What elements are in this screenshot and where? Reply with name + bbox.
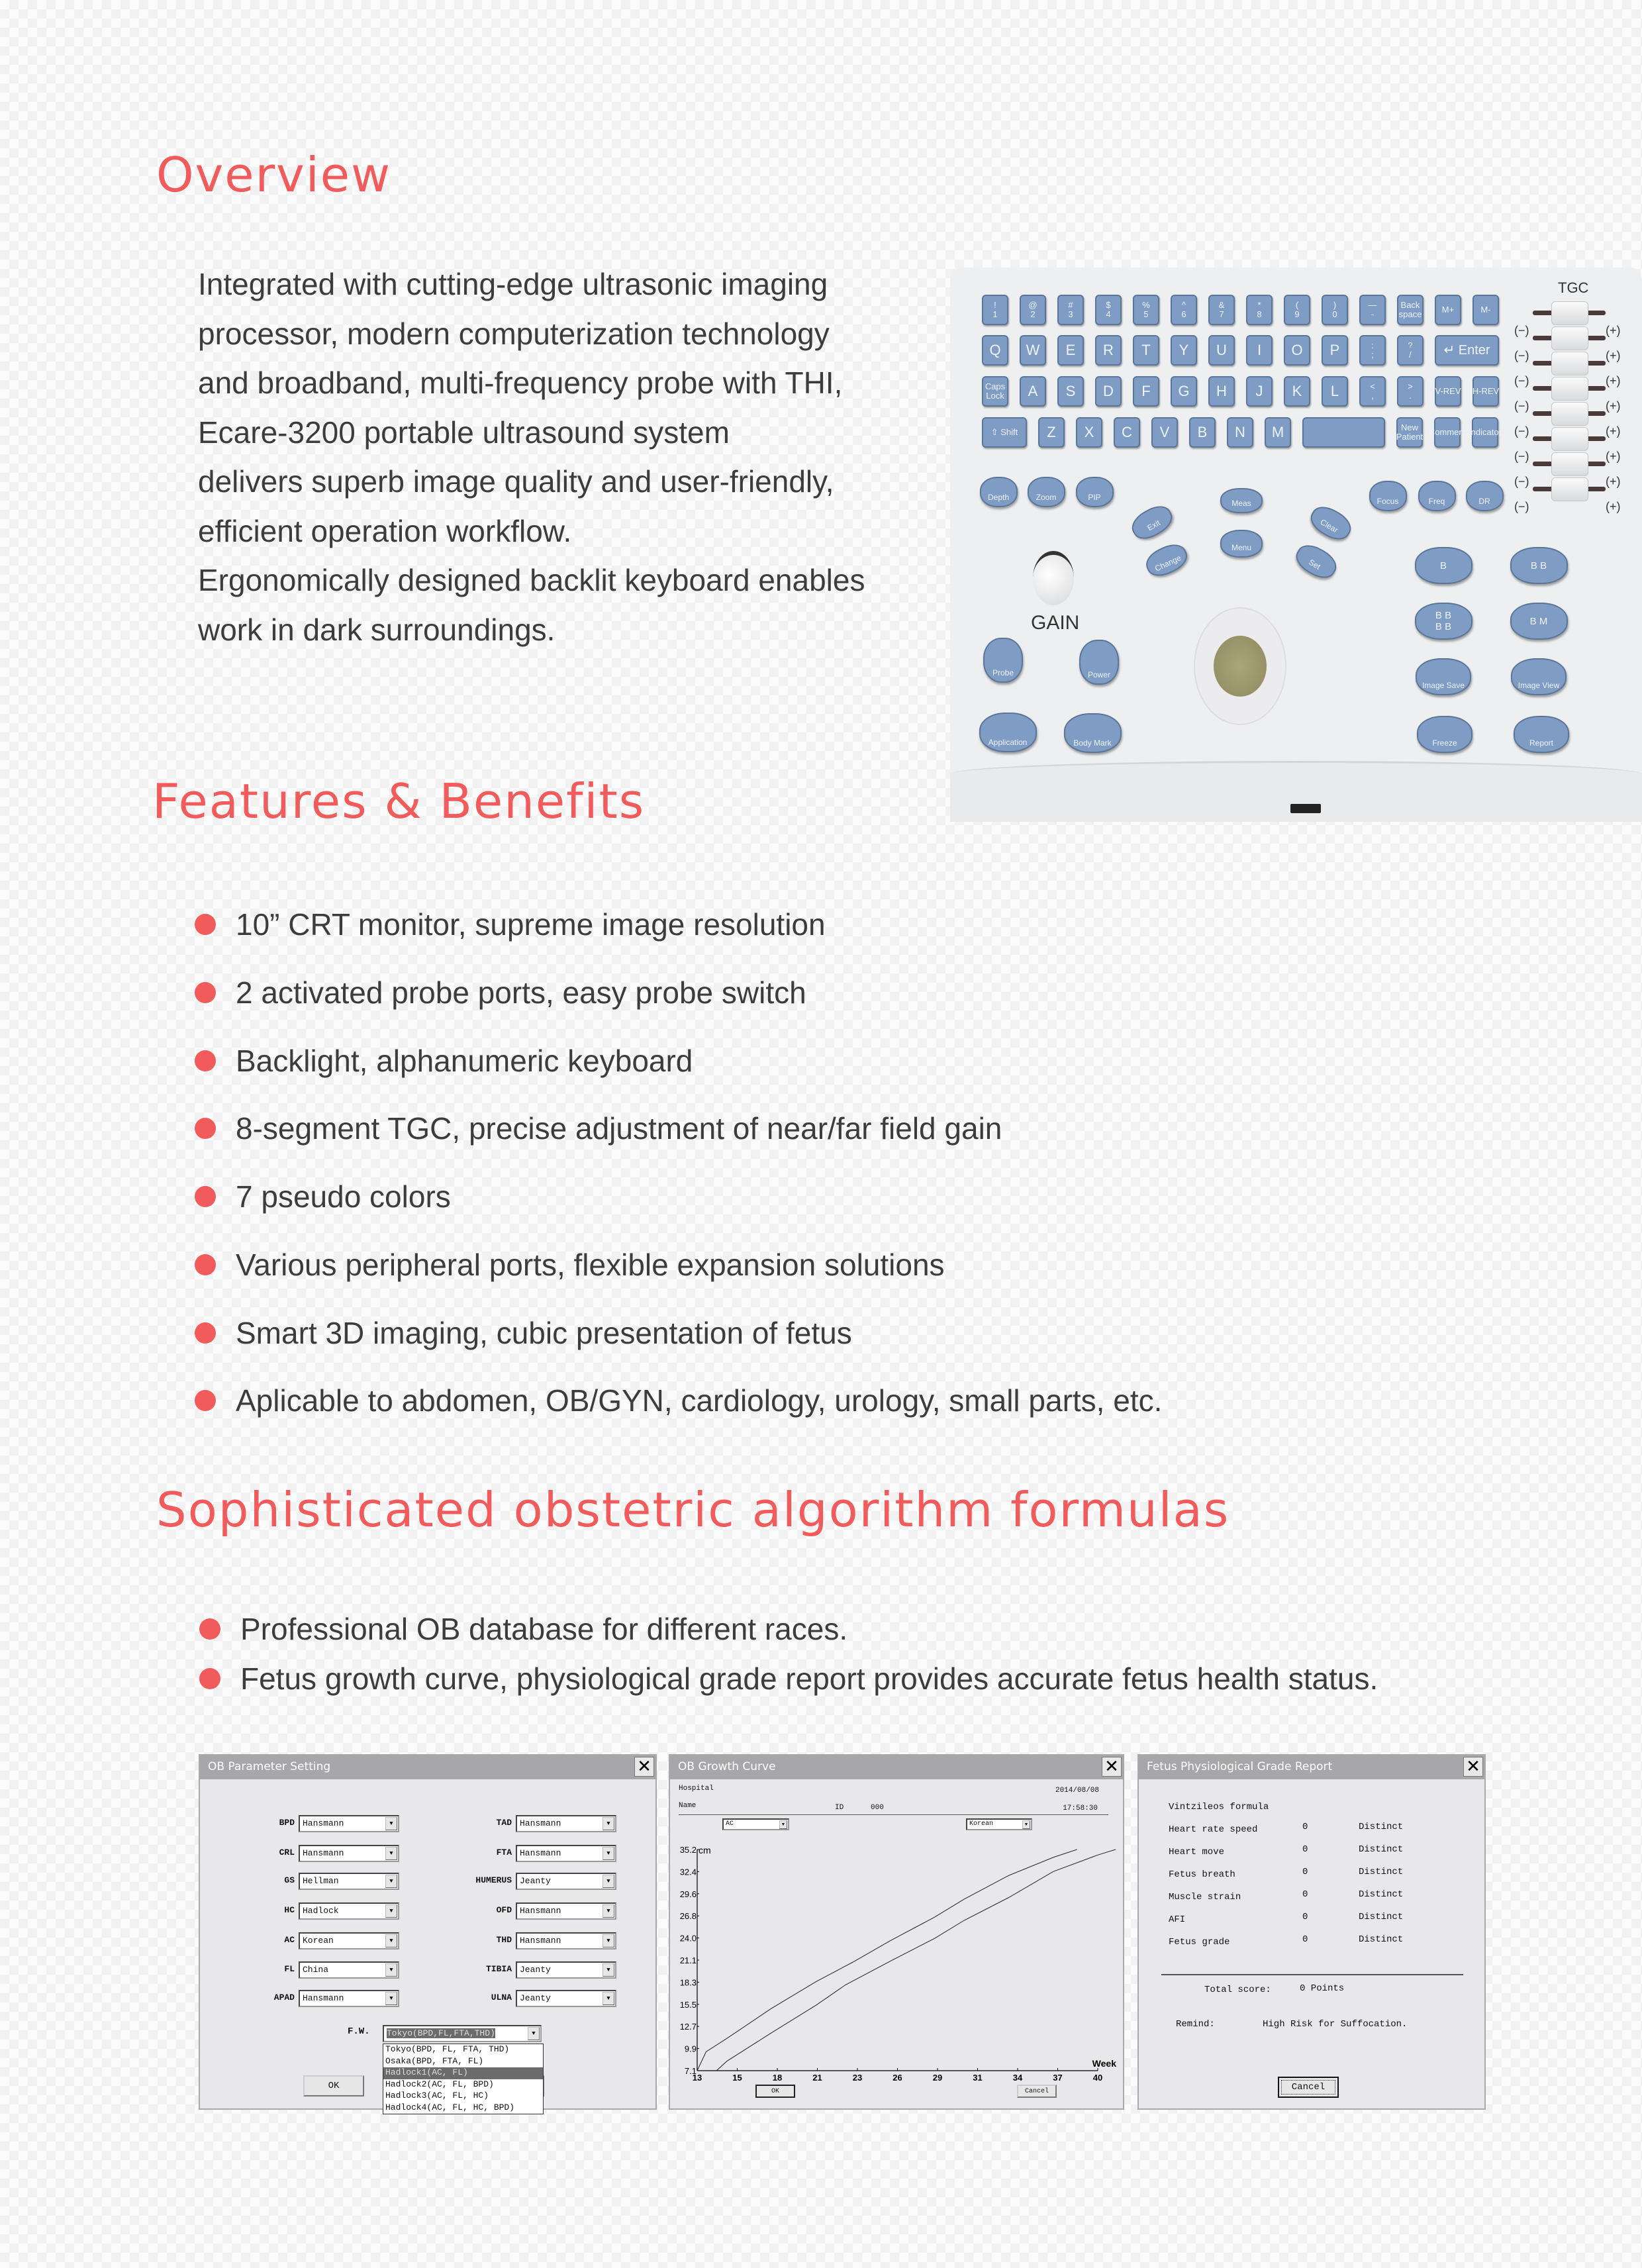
chevron-down-icon: ▼ [603,1847,614,1860]
id-value: 000 [871,1804,884,1812]
param-label: GS [284,1875,295,1885]
ok-button[interactable]: OK [755,2085,795,2098]
tgc-slider[interactable] [1551,326,1588,350]
param-select[interactable] [299,1845,399,1862]
chevron-down-icon: ▼ [603,1934,614,1948]
param-label: OFD [496,1905,512,1915]
tgc-slider[interactable] [1551,427,1588,451]
key[interactable]: ↵ Enter [1435,335,1499,366]
overview-line: efficient operation workflow. [198,513,572,548]
bullet-icon [195,982,216,1003]
grade-row-label: Fetus breath [1169,1869,1235,1880]
key[interactable]: M [1265,417,1291,448]
y-tick-label: 18.3 [679,1977,697,1988]
bullet-icon [199,1668,220,1689]
obstetric-heading: Sophisticated obstetric algorithm formulas [156,1482,1230,1538]
chevron-down-icon: ▼ [603,1992,614,2005]
fw-option[interactable]: Tokyo(BPD, FL, FTA, THD) [385,2044,510,2054]
param-label: FTA [496,1848,512,1857]
key[interactable]: $ 4 [1095,295,1122,325]
bullet-icon [195,1050,216,1071]
cancel-button[interactable]: Cancel [1278,2077,1339,2098]
dialog-title: OB Growth Curve [670,1755,1123,1779]
x-tick-label: 37 [1053,2073,1063,2083]
fw-option[interactable]: Osaka(BPD, FTA, FL) [385,2055,484,2066]
tgc-plus: (+) [1606,475,1621,488]
key[interactable]: ^ 6 [1171,295,1197,325]
fw-option[interactable]: Hadlock4(AC, FL, HC, BPD) [385,2102,515,2112]
key[interactable]: < , [1359,376,1386,407]
grade-row-status: Distinct [1359,1934,1404,1945]
tgc-slider[interactable] [1551,477,1588,501]
overview-text [198,260,940,654]
list-item-text: Various peripheral ports, flexible expansion solutions [236,1248,945,1282]
x-tick-label: 13 [692,2073,702,2083]
list-item-text: Fetus growth curve, physiological grade report provides accurate fetus health status. [240,1661,1378,1696]
x-tick-label: 23 [852,2073,863,2083]
param-label: HC [284,1905,295,1915]
function-key-probe[interactable]: Probe [983,638,1023,683]
key[interactable]: V-REV [1435,376,1461,407]
x-tick-label: 15 [732,2073,742,2083]
chevron-down-icon: ▼ [385,1847,397,1860]
key[interactable]: ? / [1397,335,1424,366]
function-key-image-view[interactable]: Image View [1511,658,1567,695]
key[interactable]: ( 9 [1284,295,1310,325]
key[interactable]: U [1208,335,1235,366]
y-tick-label: 15.5 [679,1999,697,2010]
features-heading: Features & Benefits [152,773,646,829]
key[interactable]: P [1322,335,1348,366]
growth-chart [670,1755,1126,2111]
param-value: Jeanty [520,1965,551,1975]
param-select[interactable] [299,1902,399,1920]
key[interactable]: Indicator [1472,417,1498,448]
gain-label: GAIN [1031,612,1080,634]
overview-line: processor, modern computerization technology [198,316,830,351]
bullet-icon [195,914,216,935]
function-key-report[interactable]: Report [1514,716,1569,753]
key[interactable]: R [1095,335,1122,366]
chevron-down-icon: ▼ [385,1904,397,1918]
param-value: Hansmann [303,1993,344,2003]
key[interactable]: J [1246,376,1273,407]
key[interactable]: New Patient [1396,417,1423,448]
param-select[interactable] [516,1990,616,2007]
fw-option[interactable]: Hadlock3(AC, FL, HC) [385,2091,489,2100]
grade-row-score: 0 [1302,1822,1308,1832]
key[interactable]: > . [1397,376,1424,407]
function-key-freeze[interactable]: Freeze [1417,716,1473,753]
x-tick-label: 26 [893,2073,902,2083]
y-unit-label: cm [699,1845,711,1855]
x-axis-label: Week [1092,2058,1116,2069]
total-label: Total score: [1204,1985,1271,1995]
param-select[interactable] [516,1902,616,1920]
param-value: Hansmann [303,1848,344,1858]
dialog-title: OB Parameter Setting [200,1755,655,1779]
chevron-down-icon: ▼ [603,1963,614,1977]
list-item-text: 7 pseudo colors [236,1179,451,1214]
close-icon[interactable]: ✕ [1102,1757,1122,1777]
total-value: 0 Points [1300,1983,1345,1994]
key[interactable]: — - [1359,295,1386,325]
x-tick-label: 21 [812,2073,822,2083]
grade-row-status: Distinct [1359,1867,1404,1877]
chevron-down-icon: ▼ [603,1904,614,1918]
ob-parameter-dialog [199,1754,657,2110]
dialog-title: Fetus Physiological Grade Report [1139,1755,1484,1779]
chevron-down-icon: ▼ [528,2027,540,2040]
tgc-slider[interactable] [1551,301,1588,325]
gain-knob [1033,551,1074,605]
chevron-down-icon: ▼ [385,1817,397,1830]
tgc-plus: (+) [1606,424,1621,438]
overview-line: Ergonomically designed backlit keyboard enables [198,563,865,597]
param-value: China [303,1965,329,1975]
y-tick-label: 35.2 [679,1845,697,1855]
param-value: Hansmann [520,1906,561,1916]
overview-heading: Overview [156,147,391,203]
param-value: Hansmann [303,1818,344,1828]
key[interactable]: C [1114,417,1140,448]
bullet-icon [195,1186,216,1207]
fw-value: Tokyo(BPD,FL,FTA,THD) [387,2028,495,2038]
chevron-down-icon: ▼ [385,1934,397,1948]
y-tick-label: 26.8 [679,1911,697,1922]
bullet-icon [199,1618,220,1640]
grade-row-score: 0 [1302,1844,1308,1855]
grade-row-label: Muscle strain [1169,1892,1241,1902]
function-key-freq[interactable]: Freq [1418,481,1456,511]
y-tick-label: 9.9 [684,2044,697,2054]
grade-row-label: Heart move [1169,1847,1225,1857]
param-select[interactable] [516,1932,616,1949]
param-label: AC [284,1935,295,1945]
time: 17:58:30 [1063,1804,1098,1812]
ob-growth-curve-dialog [669,1754,1124,2110]
key[interactable]: H-REV [1473,376,1499,407]
parameter-value: AC [726,1820,734,1828]
y-tick-label: 32.4 [679,1867,697,1877]
function-key-body-mark[interactable]: Body Mark [1064,713,1122,753]
function-key-depth[interactable]: Depth [980,477,1018,507]
overview-line: delivers superb image quality and user-friendly, [198,464,834,499]
ok-button[interactable]: OK [303,2075,364,2096]
grade-row-status: Distinct [1359,1844,1404,1855]
tgc-plus: (+) [1606,349,1621,362]
param-value: Hadlock [303,1906,339,1916]
grade-row-score: 0 [1302,1912,1308,1922]
key[interactable]: F [1133,376,1159,407]
y-tick-label: 21.1 [679,1955,697,1965]
param-label: ULNA [491,1993,512,2002]
fw-label: F.W. [348,2026,370,2037]
fw-options-list[interactable] [383,2044,544,2114]
bullet-icon [195,1254,216,1275]
tgc-plus: (+) [1606,399,1621,413]
list-item-text: Professional OB database for different races. [240,1612,848,1646]
tgc-minus: (−) [1514,374,1529,387]
function-key-b-b-b-b[interactable]: B B B B [1415,603,1473,640]
key[interactable]: I [1246,335,1273,366]
function-key-menu[interactable]: Menu [1220,530,1263,558]
list-item-text: 10” CRT monitor, supreme image resolution [236,907,826,942]
key[interactable]: Y [1171,335,1197,366]
key[interactable]: T [1133,335,1159,366]
tgc-plus: (+) [1606,500,1621,513]
trackball [1214,636,1267,697]
param-label: TIBIA [485,1964,512,1974]
key[interactable]: : ; [1359,335,1386,366]
date: 2014/08/08 [1055,1787,1099,1795]
tgc-plus: (+) [1606,324,1621,337]
param-value: Hansmann [520,1818,561,1828]
param-label: APAD [273,1993,295,2002]
fw-select[interactable] [383,2025,542,2042]
param-select[interactable] [299,1961,399,1979]
key[interactable]: K [1284,376,1310,407]
bullet-icon [195,1118,216,1139]
param-value: Hansmann [520,1848,561,1858]
tgc-minus: (−) [1514,500,1529,513]
tgc-slider[interactable] [1551,402,1588,426]
y-tick-label: 29.6 [679,1889,697,1899]
chevron-down-icon: ▼ [385,1992,397,2005]
key-row [982,417,1502,448]
overview-line: and broadband, multi-frequency probe with THI, [198,366,843,400]
key[interactable]: & 7 [1208,295,1235,325]
tgc-label: TGC [1558,279,1589,296]
grade-report-dialog [1137,1754,1486,2110]
param-value: Jeanty [520,1993,551,2003]
grade-row-status: Distinct [1359,1822,1404,1832]
param-value: Korean [303,1936,334,1946]
function-key-pip[interactable]: PIP [1076,477,1114,507]
x-tick-label: 34 [1012,2073,1023,2083]
param-label: HUMERUS [475,1875,512,1885]
param-label: CRL [279,1848,295,1857]
key-row [982,295,1499,325]
name-label: Name [679,1802,697,1810]
remind-label: Remind: [1176,2019,1215,2030]
grade-row-score: 0 [1302,1867,1308,1877]
param-select[interactable] [516,1845,616,1862]
key[interactable]: H [1208,376,1235,407]
key[interactable]: Caps Lock [982,376,1008,407]
key[interactable]: G [1171,376,1197,407]
id-label: ID [835,1804,844,1812]
param-select[interactable] [516,1873,616,1890]
cancel-button[interactable]: Cancel [1017,2085,1057,2098]
param-label: THD [496,1935,512,1945]
series-line-lower [716,1849,1116,2071]
list-item-text: Smart 3D imaging, cubic presentation of fetus [236,1316,852,1350]
grade-row-status: Distinct [1359,1889,1404,1900]
key[interactable]: D [1095,376,1122,407]
key[interactable]: L [1322,376,1348,407]
grade-row-label: Fetus grade [1169,1937,1230,1948]
tgc-minus: (−) [1514,450,1529,463]
function-key-focus[interactable]: Focus [1369,481,1407,511]
key[interactable]: V [1151,417,1178,448]
key[interactable]: Z [1038,417,1065,448]
param-select[interactable] [516,1815,616,1832]
overview-line: work in dark surroundings. [198,612,555,647]
param-label: BPD [279,1818,295,1828]
y-tick-label: 24.0 [679,1933,697,1944]
param-select[interactable] [299,1932,399,1949]
key[interactable]: B [1189,417,1216,448]
chevron-down-icon: ▼ [779,1820,787,1829]
grade-row-score: 0 [1302,1934,1308,1945]
chevron-down-icon: ▼ [385,1963,397,1977]
tgc-slider[interactable] [1551,352,1588,375]
close-icon[interactable]: ✕ [634,1757,654,1777]
tgc-slider[interactable] [1551,452,1588,476]
formula-label: Vintzileos formula [1169,1802,1269,1812]
key[interactable] [1302,417,1385,448]
key[interactable]: E [1057,335,1084,366]
grade-row-score: 0 [1302,1889,1308,1900]
list-item-text: 8-segment TGC, precise adjustment of near/far field gain [236,1111,1002,1146]
function-key-application[interactable]: Application [979,713,1037,752]
race-value: Korean [969,1820,994,1828]
key-row [982,376,1499,407]
param-select[interactable] [299,1873,399,1890]
param-select[interactable] [299,1990,399,2007]
x-tick-label: 29 [932,2073,943,2083]
x-tick-label: 40 [1092,2073,1103,2083]
y-tick-label: 7.1 [684,2066,697,2076]
remind-value: High Risk for Suffocation. [1263,2019,1408,2030]
param-value: Hansmann [520,1936,561,1946]
tgc-minus: (−) [1514,324,1529,337]
tgc-slider[interactable] [1551,377,1588,401]
chevron-down-icon: ▼ [385,1875,397,1888]
function-key-power[interactable]: Power [1079,640,1119,685]
param-label: TAD [496,1818,512,1828]
bullet-icon [195,1390,216,1411]
function-key-meas[interactable]: Meas [1220,488,1263,513]
chevron-down-icon: ▼ [603,1817,614,1830]
key[interactable]: S [1057,376,1084,407]
key[interactable]: M+ [1435,295,1461,325]
key[interactable]: O [1284,335,1310,366]
fw-option[interactable]: Hadlock2(AC, FL, BPD) [385,2079,494,2089]
key[interactable]: ! 1 [982,295,1008,325]
key[interactable]: % 5 [1133,295,1159,325]
tgc-plus: (+) [1606,450,1621,463]
y-tick-label: 12.7 [679,2022,697,2032]
param-select[interactable] [299,1815,399,1832]
function-key-exit[interactable]: Exit [1127,501,1177,545]
overview-line: Ecare-3200 portable ultrasound system [198,415,730,450]
list-item-text: Backlight, alphanumeric keyboard [236,1044,693,1078]
tgc-minus: (−) [1514,424,1529,438]
function-key-change[interactable]: Change [1142,539,1192,581]
function-key-set[interactable]: Set [1291,540,1341,584]
key[interactable]: N [1227,417,1253,448]
param-value: Jeanty [520,1876,551,1886]
function-key-zoom[interactable]: Zoom [1028,477,1065,507]
list-item-text: Aplicable to abdomen, OB/GYN, cardiology, urology, small parts, etc. [236,1383,1163,1418]
overview-line: Integrated with cutting-edge ultrasonic imaging [198,267,828,301]
key[interactable]: A [1020,376,1046,407]
param-value: Hellman [303,1876,339,1886]
key[interactable]: X [1076,417,1102,448]
close-icon[interactable]: ✕ [1463,1757,1483,1777]
fw-option[interactable]: Hadlock1(AC, FL) [383,2067,543,2079]
key-row [982,335,1499,366]
keyboard-image [950,268,1642,822]
key[interactable]: M- [1473,295,1499,325]
hospital-label: Hospital [679,1785,714,1793]
key[interactable]: W [1020,335,1046,366]
tgc-minus: (−) [1514,349,1529,362]
tgc-plus: (+) [1606,374,1621,387]
x-tick-label: 31 [973,2073,983,2083]
grade-row-status: Distinct [1359,1912,1404,1922]
chevron-down-icon: ▼ [1022,1820,1030,1829]
connector-port [1290,804,1321,813]
divider [1161,1974,1463,1975]
grade-row-label: Heart rate speed [1169,1824,1258,1835]
key[interactable]: @ 2 [1020,295,1046,325]
key[interactable]: ⇧ Shift [982,417,1027,448]
key[interactable]: Q [982,335,1008,366]
key[interactable]: # 3 [1057,295,1084,325]
function-key-dr[interactable]: DR [1466,481,1504,511]
function-key-image-save[interactable]: Image Save [1416,658,1471,695]
tgc-minus: (−) [1514,399,1529,413]
function-key-b-m[interactable]: B M [1510,603,1568,640]
key[interactable]: ) 0 [1322,295,1348,325]
function-key-b[interactable]: B [1415,547,1473,584]
chevron-down-icon: ▼ [603,1875,614,1888]
function-key-b-b[interactable]: B B [1510,547,1568,584]
key[interactable]: Back space [1397,295,1424,325]
list-item-text: 2 activated probe ports, easy probe switch [236,975,806,1010]
series-line-upper [697,1849,1077,2071]
param-label: FL [284,1964,295,1974]
key[interactable]: * 8 [1246,295,1273,325]
tgc-minus: (−) [1514,475,1529,488]
param-select[interactable] [516,1961,616,1979]
bullet-icon [195,1322,216,1344]
function-key-clear[interactable]: Clear [1306,501,1355,546]
grade-row-label: AFI [1169,1914,1186,1925]
key[interactable]: Comment [1434,417,1461,448]
x-tick-label: 18 [772,2073,783,2083]
